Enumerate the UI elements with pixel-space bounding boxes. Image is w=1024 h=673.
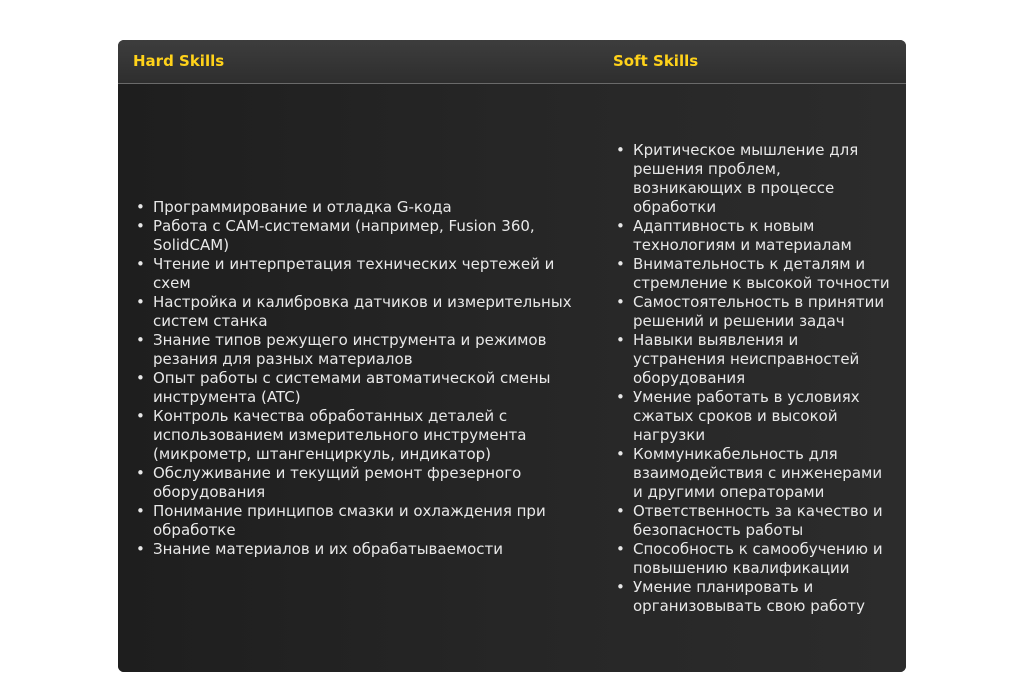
soft-skill-item: • Ответственность за качество и безопасность работы [614,502,894,540]
table-header [118,40,906,84]
skills-table [118,40,906,672]
hard-skill-item: • Опыт работы с системами автоматической смены инструмента (ATC) [134,369,589,407]
hard-skill-item: • Программирование и отладка G-кода [134,198,589,217]
hard-skills-list [134,198,589,559]
soft-skill-item: • Адаптивность к новым технологиям и материалам [614,217,894,255]
soft-skill-item: • Внимательность к деталям и стремление к высокой точности [614,255,894,293]
soft-skill-item: • Навыки выявления и устранения неисправностей оборудования [614,331,894,388]
soft-skills-list [614,141,894,616]
hard-skill-item: • Знание типов режущего инструмента и режимов резания для разных материалов [134,331,589,369]
hard-skill-item: • Настройка и калибровка датчиков и измерительных систем станка [134,293,589,331]
hard-skills-heading: Hard Skills [133,52,225,70]
soft-skill-item: • Умение планировать и организовывать свою работу [614,578,894,616]
soft-skills-column [614,84,894,672]
soft-skill-item: • Критическое мышление для решения проблем, возникающих в процессе обработки [614,141,894,217]
hard-skill-item: • Обслуживание и текущий ремонт фрезерного оборудования [134,464,589,502]
soft-skills-heading: Soft Skills [613,52,699,70]
soft-skill-item: • Умение работать в условиях сжатых сроков и высокой нагрузки [614,388,894,445]
soft-skill-item: • Способность к самообучению и повышению квалификации [614,540,894,578]
table-body [118,84,906,672]
soft-skill-item: • Самостоятельность в принятии решений и решении задач [614,293,894,331]
hard-skill-item: • Работа с CAM-системами (например, Fusion 360, SolidCAM) [134,217,589,255]
hard-skill-item: • Контроль качества обработанных деталей с использованием измерительного инструмента (микрометр, штангенциркуль, индикатор) [134,407,589,464]
hard-skills-column [134,84,589,672]
hard-skill-item: • Чтение и интерпретация технических чертежей и схем [134,255,589,293]
soft-skill-item: • Коммуникабельность для взаимодействия с инженерами и другими операторами [614,445,894,502]
hard-skill-item: • Знание материалов и их обрабатываемости [134,540,589,559]
hard-skill-item: • Понимание принципов смазки и охлаждения при обработке [134,502,589,540]
